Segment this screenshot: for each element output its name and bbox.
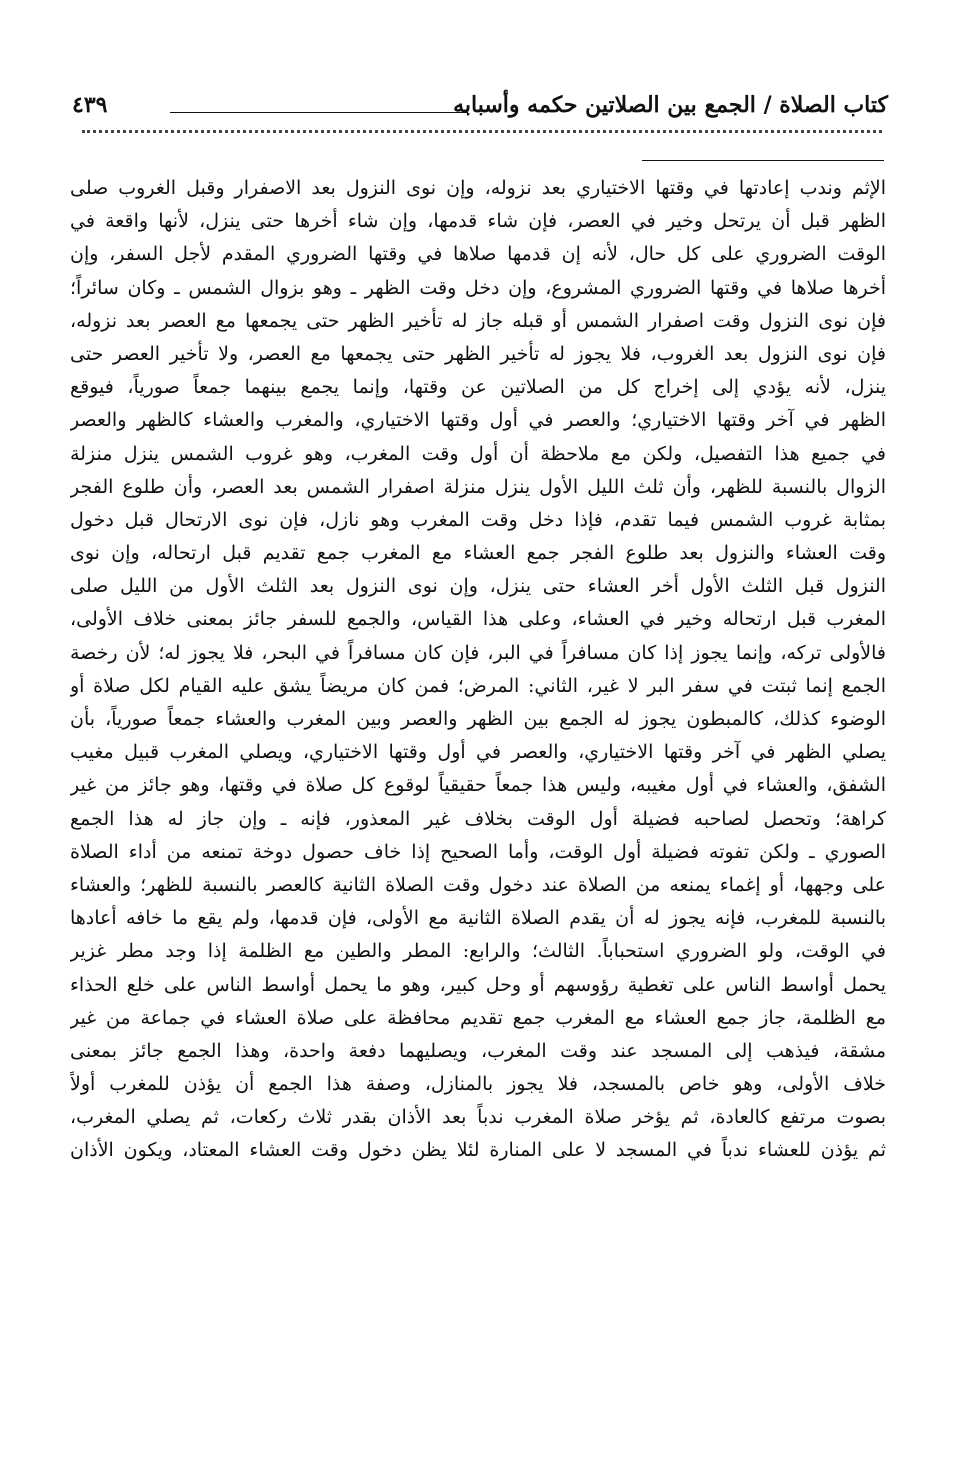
page-number: ٤٣٩	[72, 92, 108, 118]
text-line: يصلي الظهر في آخر وقتها الاختياري، والعصر في أول وقتها الاختياري، ويصلي المغرب قبيل مغيب	[70, 741, 886, 764]
footnote-rule	[642, 160, 884, 161]
text-line: بمثابة غروب الشمس فيما تقدم، فإذا دخل وقت المغرب وهو نازل، فإن نوى الارتحال قبل دخول	[70, 508, 886, 531]
text-line: بالنسبة للمغرب، فإنه يجوز له أن يقدم الصلاة الثانية مع الأولى، فإن قدمها، ولم يقع ما خافه أعادها	[70, 907, 886, 930]
text-line: فإن نوى النزول وقت اصفرار الشمس أو قبله جاز له تأخير الظهر حتى يجمعها مع العصر بعد نزوله،	[70, 309, 886, 332]
text-line: الوضوء كذلك، كالمبطون يجوز له الجمع بين الظهر والعصر وبين المغرب والعشاء جمعاً صورياً، بأن	[70, 708, 886, 730]
running-title: كتاب الصلاة / الجمع بين الصلاتين حكمه وأسبابه	[447, 92, 888, 118]
text-line: الإثم وندب إعادتها في وقتها الاختياري بعد نزوله، وإن نوى النزول بعد الاصفرار وقبل الغروب صلى	[70, 177, 886, 199]
text-line: المغرب قبل ارتحاله وخير في العشاء، وعلى هذا القياس، والجمع للسفر جائز بمعنى خلاف الأولى،	[70, 608, 886, 631]
text-line: فإن نوى النزول بعد الغروب، فلا يجوز له تأخير الظهر حتى يجمعها مع العصر، ولا تأخير العصر حتى	[70, 342, 886, 365]
text-line: ثم يؤذن للعشاء ندباً في المسجد لا على المنارة لئلا يظن دخول وقت العشاء المعتاد، ويكون الأذان	[70, 1139, 886, 1162]
text-line: وقت العشاء والنزول بعد طلوع الفجر جمع العشاء مع المغرب جمع تقديم قبل ارتحاله، وإن نوى	[70, 542, 886, 565]
text-line: الشفق، والعشاء في أول مغيبه، وليس هذا جمعاً حقيقياً لوقوع كل صلاة في وقتها، وهو جائز من غير	[70, 774, 886, 797]
text-line: الظهر قبل أن يرتحل وخير في العصر، فإن شاء قدمها، وإن شاء أخرها حتى ينزل، لأنها واقعة في	[70, 210, 886, 233]
body-text	[70, 172, 886, 1168]
text-line: أخرها صلاها في وقتها الضروري المشروع، وإن دخل وقت الظهر ـ وهو بزوال الشمس ـ وكان سائراً؛	[70, 276, 886, 299]
text-line: مع الظلمة، جاز جمع العشاء مع المغرب جمع تقديم محافظة على صلاة العشاء في جماعة من غير	[70, 1006, 886, 1029]
text-line: بصوت مرتفع كالعادة، ثم يؤخر صلاة المغرب ندباً بعد الأذان بقدر ثلاث ركعات، ثم يصلي المغرب،	[70, 1106, 886, 1129]
text-line: يحمل أواسط الناس على تغطية رؤوسهم أو وحل كبير، وهو ما يحمل أواسط الناس على خلع الحذاء	[70, 973, 886, 996]
text-line: الزوال بالنسبة للظهر، وأن ثلث الليل الأول ينزل منزلة اصفرار الشمس بعد العصر، وأن طلوع الفجر	[70, 475, 886, 498]
text-line: في الوقت، ولو الضروري استحباباً. الثالث؛ والرابع: المطر والطين مع الظلمة إذا وجد مطر غزير	[70, 940, 886, 963]
text-line: النزول قبل الثلث الأول أخر العشاء حتى ينزل، وإن نوى النزول بعد الثلث الأول من الليل صلى	[70, 575, 886, 598]
header-rule	[170, 112, 468, 113]
text-line: مشقة، فيذهب إلى المسجد عند وقت المغرب، ويصليهما دفعة واحدة، وهذا الجمع جائز بمعنى	[70, 1039, 886, 1062]
text-line: الجمع إنما ثبتت في سفر البر لا غير، الثاني: المرض؛ فمن كان مريضاً يشق عليه القيام لكل صلاة أو	[70, 674, 886, 697]
text-line: ينزل، لأنه يؤدي إلى إخراج كل من الصلاتين عن وقتها، وإنما يجمع بينهما جمعاً صورياً، فيوقع	[70, 376, 886, 399]
text-line: فالأولى تركه، وإنما يجوز إذا كان مسافراً في البر، فإن كان مسافراً في البحر، فلا يجوز له؛ لأن رخصة	[70, 641, 886, 664]
text-line: خلاف الأولى، وهو خاص بالمسجد، فلا يجوز بالمنازل، وصفة هذا الجمع أن يؤذن للمغرب أولاً	[70, 1073, 886, 1096]
running-header	[60, 92, 888, 128]
text-line: على وجهها، أو إغماء يمنعه من الصلاة عند دخول وقت الصلاة الثانية كالعصر بالنسبة للظهر؛ والعشاء	[70, 873, 886, 896]
text-line: كراهة؛ وتحصل لصاحبه فضيلة أول الوقت بخلاف غير المعذور، فإنه ـ وإن جاز له هذا الجمع	[70, 807, 886, 830]
text-line: الصوري ـ ولكن تفوته فضيلة أول الوقت، وأما الصحيح إذا خاف حصول دوخة تمنعه من أداء الصلاة	[70, 840, 886, 863]
text-line: في جميع هذا التفصيل، ولكن مع ملاحظة أن أول وقت المغرب، وهو غروب الشمس ينزل منزلة	[70, 442, 886, 465]
text-line: الوقت الضروري على كل حال، لأنه إن قدمها صلاها في وقتها الضروري المقدم لأجل السفر، وإن	[70, 243, 886, 266]
text-line: الظهر في آخر وقتها الاختياري؛ والعصر في أول وقتها الاختياري، والمغرب والعشاء كالظهر والعصر	[70, 409, 886, 432]
dotted-separator	[82, 130, 882, 143]
